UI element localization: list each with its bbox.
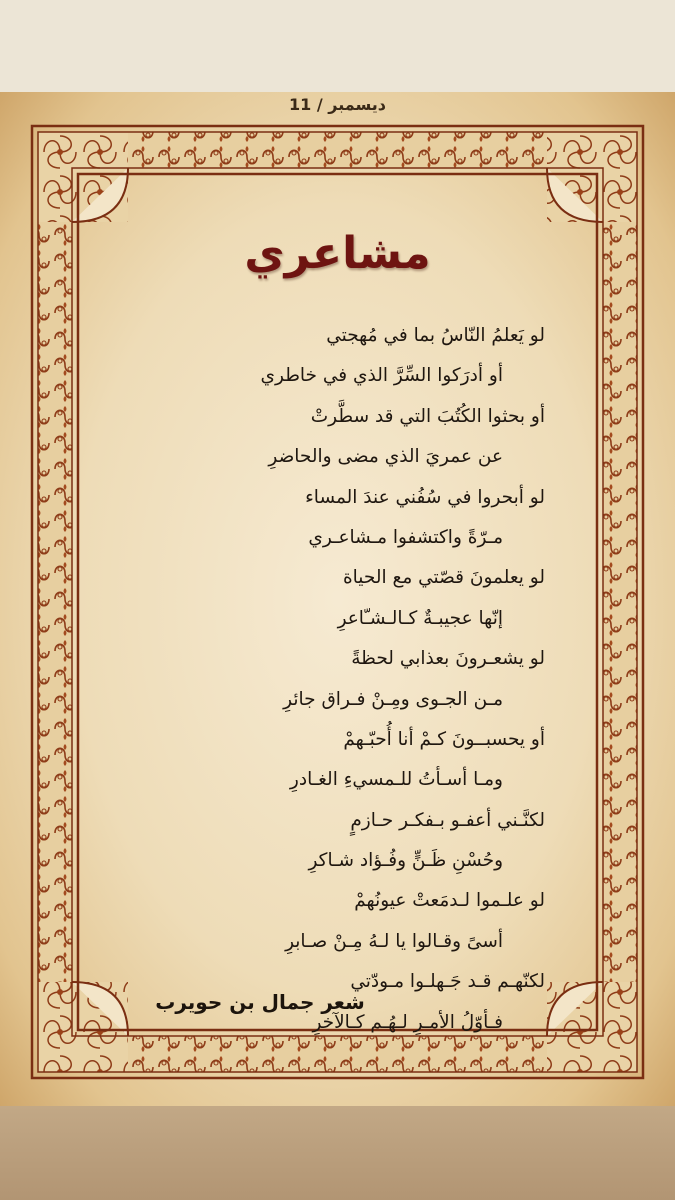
verse-line: إنّها عجيبـةٌ كـالـشـّاعرِ: [337, 607, 503, 629]
verse-line: لو أبحروا في سُفُني عندَ المساء: [305, 486, 545, 508]
verse-line: لو يَعلمُ النّاسُ بما في مُهجتي: [326, 325, 545, 346]
verse-line: وحُسْنِ ظَـنٍّ وفُـؤاد شـاكرِ: [308, 850, 503, 872]
verse-line: لكنّهـم قـد جَـهلـوا مـودّتي: [350, 971, 545, 993]
bottom-band: [0, 1106, 675, 1200]
poem-title: مشاعري: [244, 228, 431, 279]
verse-line: لو علـموا لـدمَعتْ عيونُهمْ: [354, 890, 545, 912]
verse-line: مـن الجـوى ومِـنْ فـراق جائرِ: [283, 688, 503, 710]
top-band: [0, 0, 675, 92]
verse-line: أو بحثوا الكُتُبَ التي قد سطَّرتْ: [310, 405, 545, 427]
verse-line: لكنَّـني أعفـو بـفكـر حـازمٍ: [350, 809, 545, 831]
verse-line: أو يحسبــونَ كـمْ أنا أُحبّـهمْ: [343, 728, 545, 750]
verse-line: ومـا أسـأتُ للـمسيءِ الغـادرِ: [289, 769, 503, 791]
verse-line: أو أدرَكوا السِّرَّ الذي في خاطري: [260, 365, 503, 387]
poet-signature: شعر جمال بن حويرب: [155, 990, 365, 1014]
date-label: ديسمبر / 11: [289, 95, 386, 114]
verse-line: أسىً وقـالوا يا لـهُ مِـنْ صـابرِ: [285, 930, 503, 952]
verse-line: عن عمريَ الذي مضى والحاضرِ: [268, 446, 503, 468]
verse-line: لو يعلمونَ قصّتي مع الحياة: [342, 567, 545, 589]
verse-line: لو يشعـرونَ بعذابي لحظةً: [351, 648, 545, 670]
verse-line: فـأوّلُ الأمـرِ لـهُـم كـالآخرِ: [312, 1011, 503, 1033]
poem-verses: [80, 316, 545, 1043]
verse-line: مـرّةً واكتشفوا مـشاعـري: [308, 526, 503, 548]
